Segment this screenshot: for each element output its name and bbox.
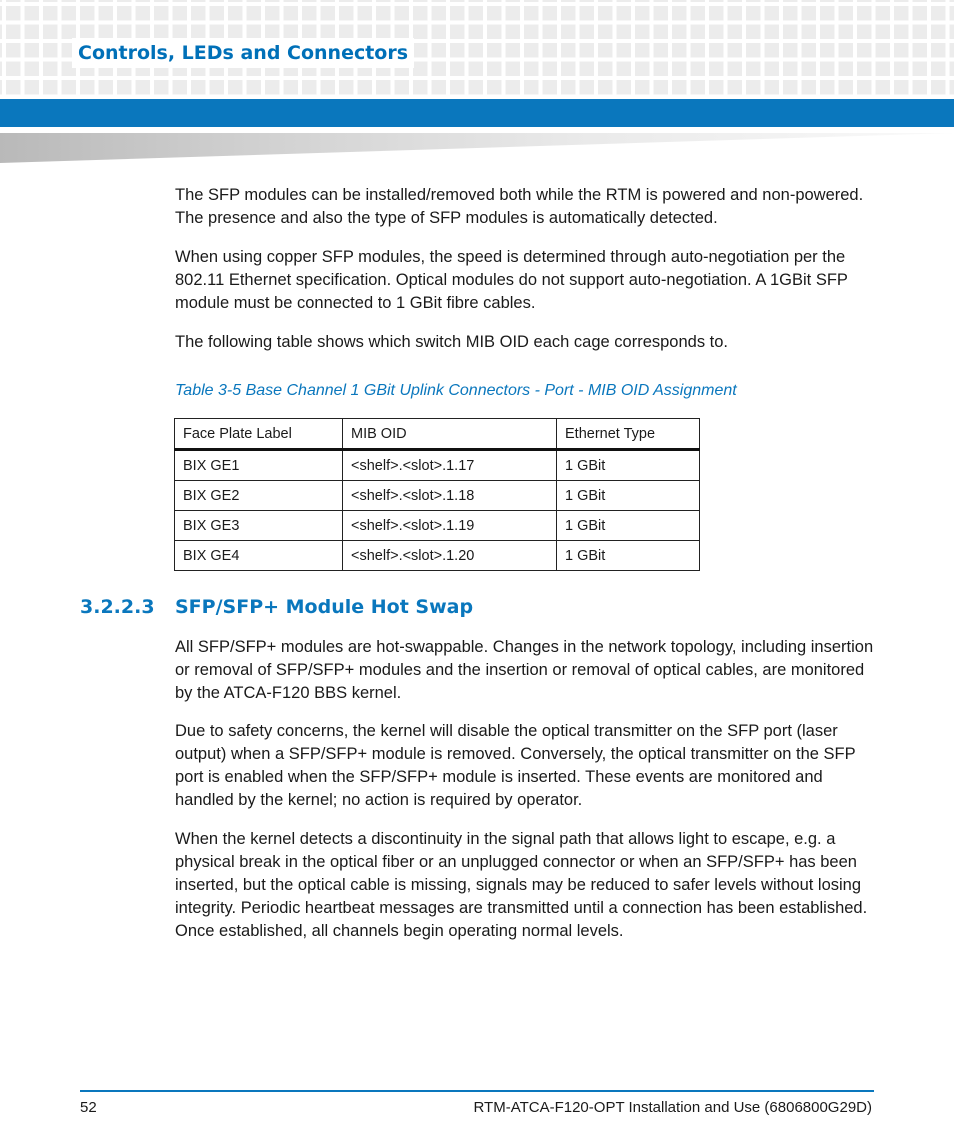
intro-paragraph-1: The SFP modules can be installed/removed both while the RTM is powered and non-powered. The presence and also the type of SFP modules is automatically detected. xyxy=(175,186,864,227)
footer-document-title: RTM-ATCA-F120-OPT Installation and Use (6806800G29D) xyxy=(473,1099,872,1116)
table-header-cell: Ethernet Type xyxy=(557,419,700,450)
section-paragraph-3: When the kernel detects a discontinuity in the signal path that allows light to escape, e.g. a physical break in the optical fiber or an unplugged connector or when an SFP/SFP+ has been inserted, but the optical cable is missing, signals may be reduced to safer levels without losing integrity. Periodic heartbeat messages are transmitted until a connection has been established. Once established, all channels begin operating normal levels. xyxy=(175,830,868,940)
table-cell: BIX GE3 xyxy=(175,511,343,541)
section-block-2 xyxy=(175,720,875,812)
table-header-row xyxy=(175,419,700,450)
table-row xyxy=(175,481,700,511)
table-header-cell: MIB OID xyxy=(343,419,557,450)
table-header-cell: Face Plate Label xyxy=(175,419,343,450)
section-block-3 xyxy=(175,828,875,943)
table-cell: <shelf>.<slot>.1.18 xyxy=(343,481,557,511)
header-grey-wedge xyxy=(0,133,954,163)
intro-block-3 xyxy=(175,331,875,354)
section-paragraph-2: Due to safety concerns, the kernel will disable the optical transmitter on the SFP port (laser output) when a SFP/SFP+ module is removed. Conversely, the optical transmitter on the SFP port is enabled when the SFP/SFP+ module is inserted. These events are monitored and handled by the kernel; no action is required by operator. xyxy=(175,722,856,809)
mib-oid-table xyxy=(174,418,700,571)
chapter-header-title: Controls, LEDs and Connectors xyxy=(72,38,414,68)
table-row xyxy=(175,511,700,541)
intro-block-2 xyxy=(175,246,875,315)
table-cell: 1 GBit xyxy=(557,541,700,571)
intro-paragraph-2: When using copper SFP modules, the speed is determined through auto-negotiation per the 802.11 Ethernet specification. Optical modules do not support auto-negotiation. A 1GBit SFP module must be connected to 1 GBit fibre cables. xyxy=(175,248,848,312)
table-cell: BIX GE4 xyxy=(175,541,343,571)
section-heading xyxy=(80,592,473,622)
table-cell: 1 GBit xyxy=(557,450,700,481)
intro-paragraph-3: The following table shows which switch MIB OID each cage corresponds to. xyxy=(175,333,729,351)
table-cell: <shelf>.<slot>.1.17 xyxy=(343,450,557,481)
table-cell: <shelf>.<slot>.1.20 xyxy=(343,541,557,571)
section-paragraph-1: All SFP/SFP+ modules are hot-swappable. Changes in the network topology, including insertion or removal of SFP/SFP+ modules and the insertion or removal of optical cables, are monitored by the ATCA-F120 BBS kernel. xyxy=(175,638,874,702)
section-title: SFP/SFP+ Module Hot Swap xyxy=(175,596,474,618)
table-cell: 1 GBit xyxy=(557,511,700,541)
section-number: 3.2.2.3 xyxy=(80,596,155,618)
table-cell: 1 GBit xyxy=(557,481,700,511)
footer-rule xyxy=(80,1090,874,1092)
table-row xyxy=(175,450,700,481)
table-cell: <shelf>.<slot>.1.19 xyxy=(343,511,557,541)
section-block-1 xyxy=(175,636,875,705)
table-row xyxy=(175,541,700,571)
table-cell: BIX GE2 xyxy=(175,481,343,511)
table-cell: BIX GE1 xyxy=(175,450,343,481)
intro-text xyxy=(175,184,875,230)
table-caption: Table 3-5 Base Channel 1 GBit Uplink Connectors - Port - MIB OID Assignment xyxy=(175,382,737,399)
footer-page-number: 52 xyxy=(80,1099,97,1116)
header-blue-band xyxy=(0,99,954,127)
